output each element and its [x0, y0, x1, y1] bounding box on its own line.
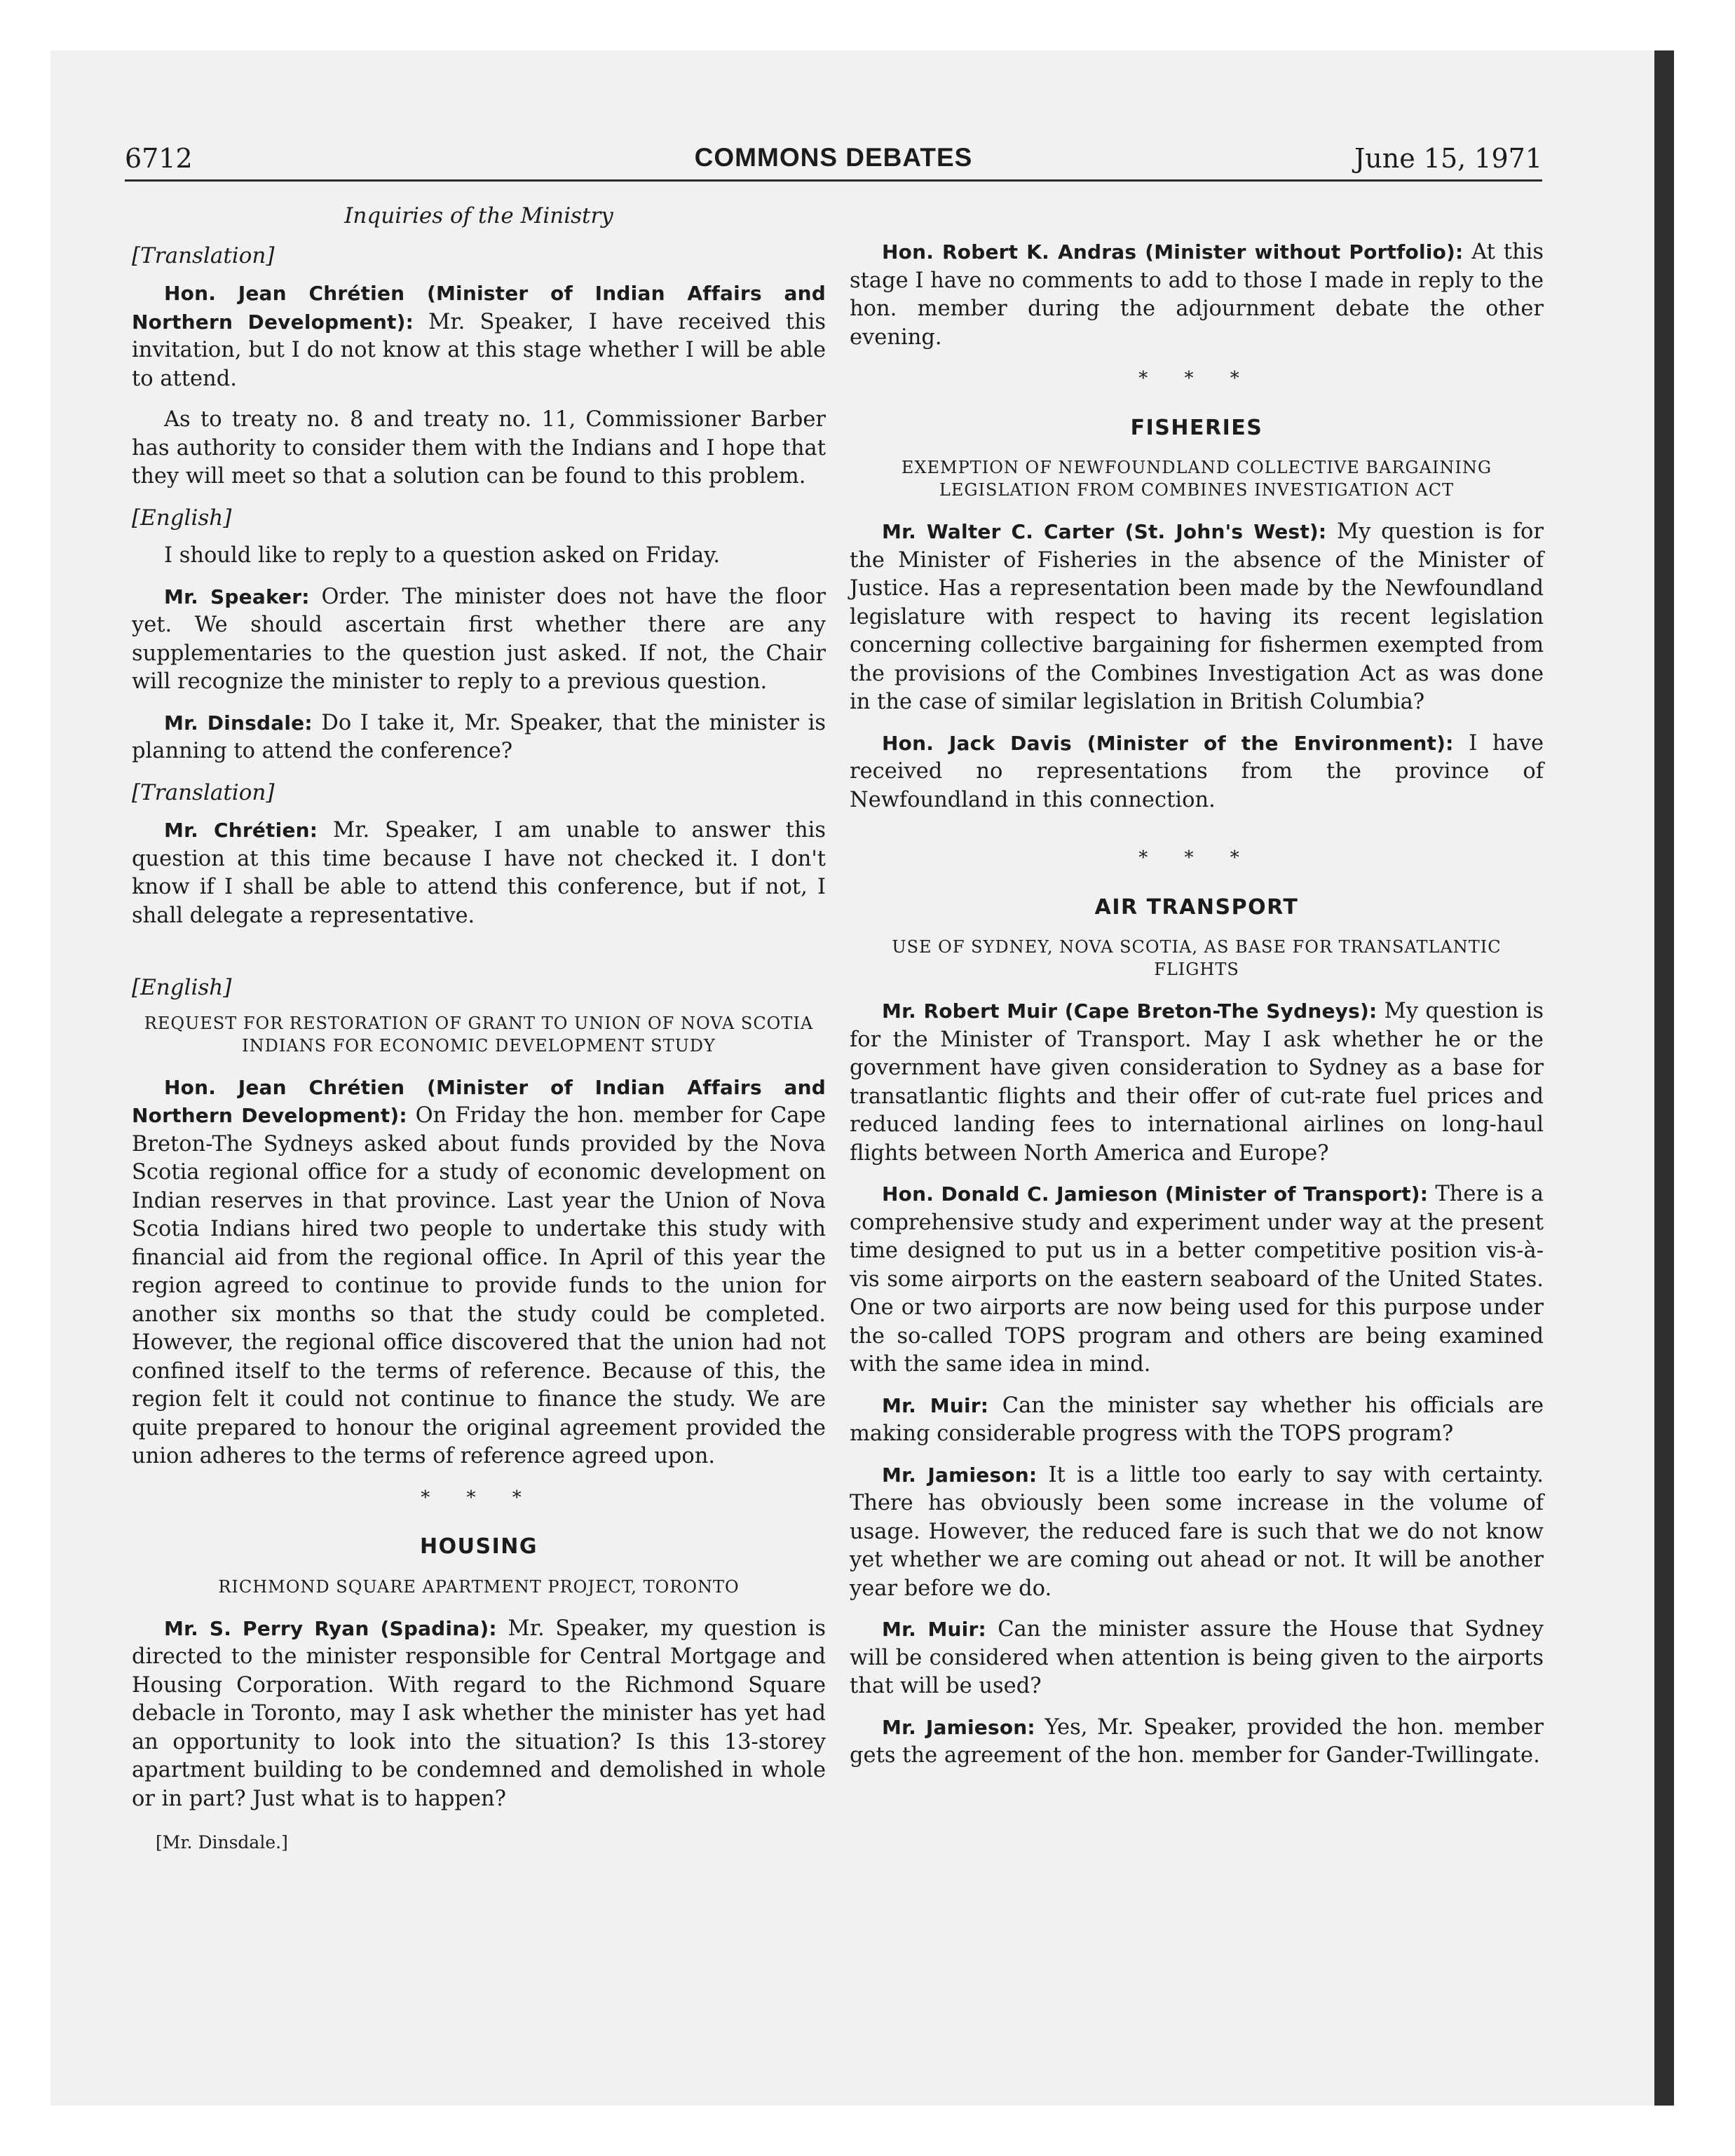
speech-paragraph: [132, 406, 826, 491]
speaker-name: Hon. Donald C. Jamieson (Minister of Transport):: [882, 1182, 1429, 1206]
speech-text: As to treaty no. 8 and treaty no. 11, Commissioner Barber has authority to consider them with the Indians and I hope that they will meet so that a solution can be found to this problem.: [132, 407, 826, 489]
speech-text: Yes, Mr. Speaker, provided the hon. member gets the agreement of the hon. member for Gander-Twillingate.: [850, 1714, 1544, 1768]
section-separator: * * *: [1138, 847, 1255, 868]
speaker-name: Mr. Speaker:: [164, 585, 310, 608]
page-footer-reference: [Mr. Dinsdale.]: [156, 1832, 288, 1853]
speech-paragraph: [850, 1714, 1544, 1770]
right-column: [850, 202, 1544, 1783]
speech-text: Do I take it, Mr. Speaker, that the minister is planning to attend the conference?: [132, 710, 826, 763]
speech-paragraph: [850, 1616, 1544, 1701]
language-marker: [English]: [132, 505, 232, 531]
journal-title: COMMONS DEBATES: [694, 143, 973, 172]
speech-text: Order. The minister does not have the floor yet. We should ascertain first whether there are any supplementaries to the question just asked. If not, the Chair will recognize the minister to reply to a previous question.: [132, 584, 826, 694]
speech-text: At this stage I have no comments to add to those I made in reply to the hon. member during the adjournment debate the other evening.: [850, 240, 1544, 350]
speech-paragraph: [850, 1461, 1544, 1604]
spacer: [850, 202, 1544, 238]
speech-paragraph: [132, 1074, 826, 1471]
speaker-name: Mr. Jamieson:: [882, 1463, 1037, 1487]
speech-paragraph: [132, 280, 826, 393]
speech-paragraph: [132, 817, 826, 930]
speaker-name: Mr. Walter C. Carter (St. John's West):: [882, 520, 1327, 543]
speech-text: On Friday the hon. member for Cape Breton-The Sydneys asked about funds provided by the Nova Scotia regional office for a study of economic development on Indian reserves in that province. Last year the Union of Nova Scotia Indians hired two people to undertake this study with financial aid from the regional office. In April of this year the region agreed to continue to provide funds to the union for another six months so that the study could be completed. However, the regional office discovered that the union had not confined itself to the terms of reference. Because of this, the region felt it could not continue to finance the study. We are quite prepared to honour the original agreement provided the union adheres to the terms of reference agreed upon.: [132, 1103, 826, 1468]
spacer: [850, 827, 1544, 841]
speaker-name: Mr. S. Perry Ryan (Spadina):: [164, 1616, 497, 1640]
speaker-name: Hon. Robert K. Andras (Minister without Portfolio):: [882, 240, 1464, 264]
subsection-heading: RICHMOND SQUARE APARTMENT PROJECT, TORONTO: [218, 1576, 740, 1597]
speech-paragraph: [850, 997, 1544, 1168]
speaker-name: Mr. Muir:: [882, 1393, 989, 1417]
speech-text: Can the minister say whether his officials are making considerable progress with the TOPS program?: [850, 1393, 1544, 1446]
language-marker: [Translation]: [132, 779, 275, 805]
speaker-name: Mr. Jamieson:: [882, 1715, 1035, 1739]
speech-paragraph: [132, 709, 826, 766]
speech-paragraph: [850, 1180, 1544, 1379]
speaker-name: Mr. Dinsdale:: [164, 711, 313, 735]
rubric-heading: Inquiries of the Ministry: [344, 203, 613, 228]
section-separator: * * *: [421, 1487, 537, 1508]
section-separator: * * *: [1138, 368, 1255, 389]
left-column: [132, 202, 826, 1857]
section-heading-housing: HOUSING: [420, 1534, 538, 1559]
speaker-name: Hon. Jack Davis (Minister of the Environment):: [882, 731, 1454, 755]
speaker-name: Mr. Robert Muir (Cape Breton-The Sydneys):: [882, 999, 1377, 1023]
page-number: 6712: [125, 143, 193, 174]
language-marker: [English]: [132, 975, 232, 1000]
speaker-name: Mr. Muir:: [882, 1618, 986, 1641]
speech-text: I should like to reply to a question asked on Friday.: [164, 543, 721, 568]
speech-paragraph: [850, 238, 1544, 352]
speech-text: My question is for the Minister of Fisheries in the absence of the Minister of Justice. Has a representation been made by the Newfoundland legislature with respect to having its recent legislation concerning collective bargaining for fishermen exempted from the provisions of the Combines Investigation Act as was done in the case of similar legislation in British Columbia?: [850, 519, 1544, 714]
section-heading-air-transport: AIR TRANSPORT: [1094, 894, 1299, 920]
subsection-heading: REQUEST FOR RESTORATION OF GRANT TO UNION OF NOVA SCOTIA INDIANS FOR ECONOMIC DEVELOPMENT STUDY: [144, 1013, 814, 1056]
speech-paragraph: [132, 583, 826, 697]
subsection-heading: USE OF SYDNEY, NOVA SCOTIA, AS BASE FOR TRANSATLANTIC FLIGHTS: [892, 937, 1502, 979]
subsection-heading: EXEMPTION OF NEWFOUNDLAND COLLECTIVE BARGAINING LEGISLATION FROM COMBINES INVESTIGATION ACT: [901, 458, 1492, 500]
speech-text: It is a little too early to say with certainty. There has obviously been some increase in the volume of usage. However, the reduced fare is such that we do not know yet whether we are coming out ahead or not. It will be another year before we do.: [850, 1462, 1544, 1601]
speech-paragraph: [132, 542, 826, 571]
page-header: [125, 140, 1542, 182]
speech-paragraph: [850, 518, 1544, 717]
speech-text: Mr. Speaker, I am unable to answer this question at this time because I have not checked it. I don't know if I shall be able to attend this conference, but if not, I shall delegate a representative.: [132, 818, 826, 928]
speech-text: Can the minister assure the House that Sydney will be considered when attention is being given to the airports that will be used?: [850, 1617, 1544, 1698]
section-heading-fisheries: FISHERIES: [1130, 415, 1263, 440]
speech-paragraph: [850, 1392, 1544, 1449]
speaker-name: Mr. Chrétien:: [164, 819, 318, 842]
spacer: [132, 943, 826, 974]
speech-text: Mr. Speaker, my question is directed to the minister responsible for Central Mortgage and Housing Corporation. With regard to the Richmond Square debacle in Toronto, may I ask whether the minister has yet had an opportunity to look into the situation? Is this 13-storey apartment building to be condemned and demolished in whole or in part? Just what is to happen?: [132, 1616, 826, 1811]
speech-paragraph: [850, 730, 1544, 815]
language-marker: [Translation]: [132, 243, 275, 268]
speech-text: My question is for the Minister of Transport. May I ask whether he or the government have given consideration to Sydney as a base for transatlantic flights and their offer of cut-rate fuel prices and reduced landing fees to international airlines on long-haul flights between North America and Europe?: [850, 999, 1544, 1166]
speech-text: I have received no representations from the province of Newfoundland in this connection.: [850, 730, 1544, 812]
speaker-name: Hon. Jean Chrétien (Minister of Indian Affairs and Northern Development):: [132, 282, 826, 334]
speech-text: There is a comprehensive study and experiment under way at the present time designed to put us in a better competitive position vis-à-vis some airports on the eastern seaboard of the United States. One or two airports are now being used for this purpose under the so-called TOPS program and others are being examined with the same idea in mind.: [850, 1182, 1544, 1377]
speech-text: Mr. Speaker, I have received this invitation, but I do not know at this stage whether I will be able to attend.: [132, 309, 826, 391]
speech-paragraph: [132, 1615, 826, 1814]
issue-date: June 15, 1971: [1354, 143, 1542, 174]
speaker-name: Hon. Jean Chrétien (Minister of Indian Affairs and Northern Development):: [132, 1075, 826, 1127]
scan-edge-bar: [1654, 50, 1674, 2106]
